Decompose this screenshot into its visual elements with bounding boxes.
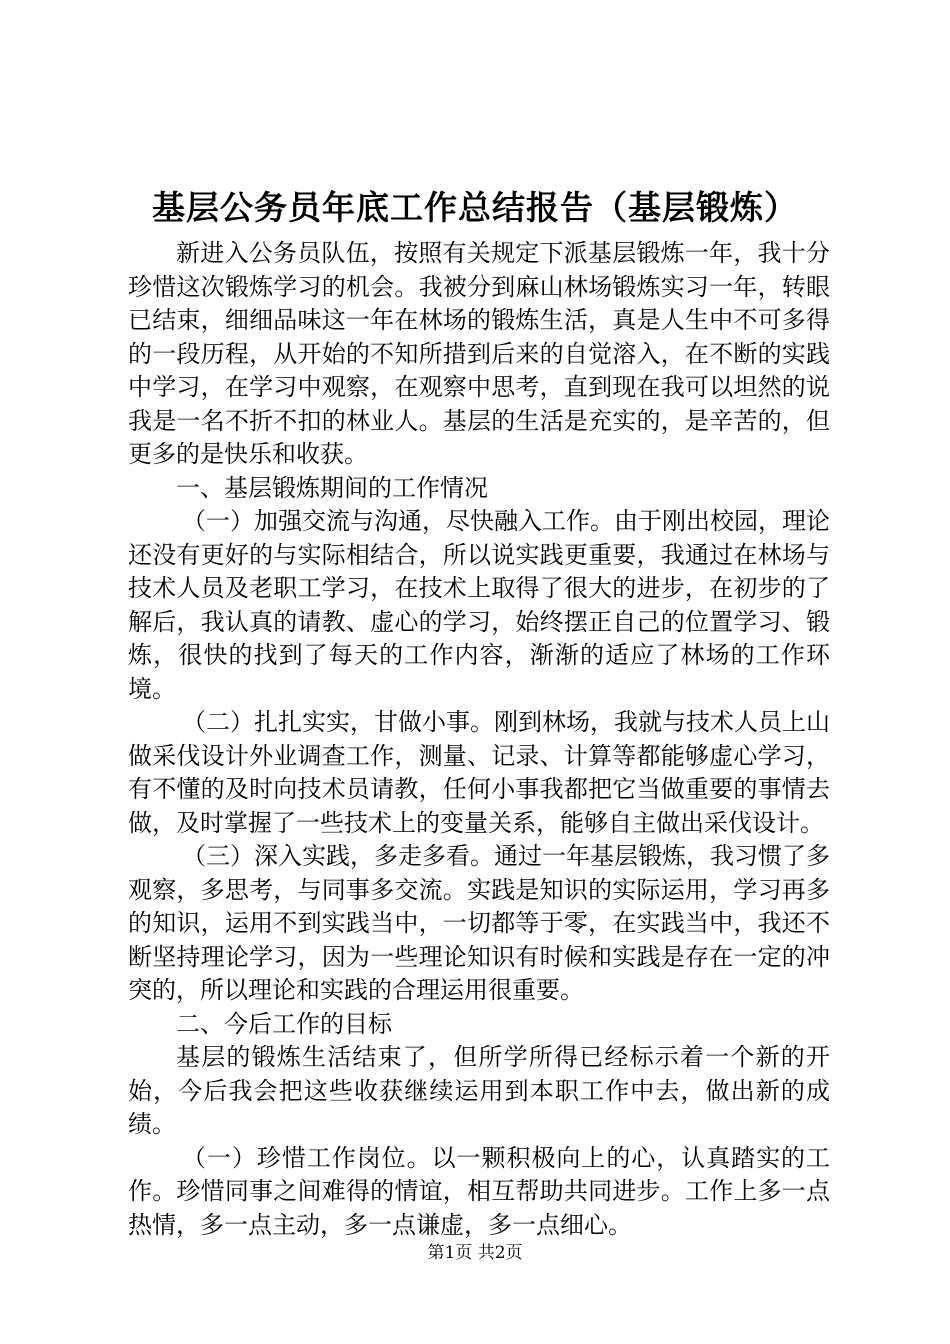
paragraph-item-1-2: （二）扎扎实实，甘做小事。刚到林场，我就与技术人员上山做采伐设计外业调查工作，测量、记录、计算等都能够虚心学习，有不懂的及时向技术员请教，任何小事我都把它当做重要的事情去做，及时掌握了一些技术上的变量关系，能够自主做出采伐设计。: [128, 708, 830, 837]
paragraph-item-1-1: （一）加强交流与沟通，尽快融入工作。由于刚出校园，理论还没有更好的与实际相结合，所以说实践更重要，我通过在林场与技术人员及老职工学习，在技术上取得了很大的进步，在初步的了解后，我认真的请教、虚心的学习，始终摆正自己的位置学习、锻炼，很快的找到了每天的工作内容，渐渐的适应了林场的工作环境。: [128, 507, 830, 703]
section-heading-1: 一、基层锻炼期间的工作情况: [176, 473, 488, 502]
document-title: 基层公务员年底工作总结报告（基层锻炼）: [152, 188, 798, 227]
paragraph-section-2-intro: 基层的锻炼生活结束了，但所学所得已经标示着一个新的开始，今后我会把这些收获继续运用到本职工作中去，做出新的成绩。: [128, 1043, 830, 1138]
page-number: 第1页 共2页: [427, 1243, 523, 1263]
paragraph-item-1-3: （三）深入实践，多走多看。通过一年基层锻炼，我习惯了多观察，多思考，与同事多交流。实践是知识的实际运用，学习再多的知识，运用不到实践当中，一切都等于零，在实践当中，我还不断坚持理论学习，因为一些理论知识有时候和实践是存在一定的冲突的，所以理论和实践的合理运用很重要。: [128, 842, 830, 1004]
paragraph-intro: 新进入公务员队伍，按照有关规定下派基层锻炼一年，我十分珍惜这次锻炼学习的机会。我被分到麻山林场锻炼实习一年，转眼已结束，细细品味这一年在林场的锻炼生活，真是人生中不可多得的一段历程，从开始的不知所措到后来的自觉溶入，在不断的实践中学习，在学习中观察，在观察中思考，直到现在我可以坦然的说我是一名不折不扣的林业人。基层的生活是充实的，是辛苦的，但更多的是快乐和收获。: [128, 239, 830, 468]
section-heading-2: 二、今后工作的目标: [176, 1009, 392, 1038]
document-body: [128, 237, 830, 1242]
paragraph-item-2-1: （一）珍惜工作岗位。以一颗积极向上的心，认真踏实的工作。珍惜同事之间难得的情谊，相互帮助共同进步。工作上多一点热情，多一点主动，多一点谦虚，多一点细心。: [128, 1143, 830, 1239]
